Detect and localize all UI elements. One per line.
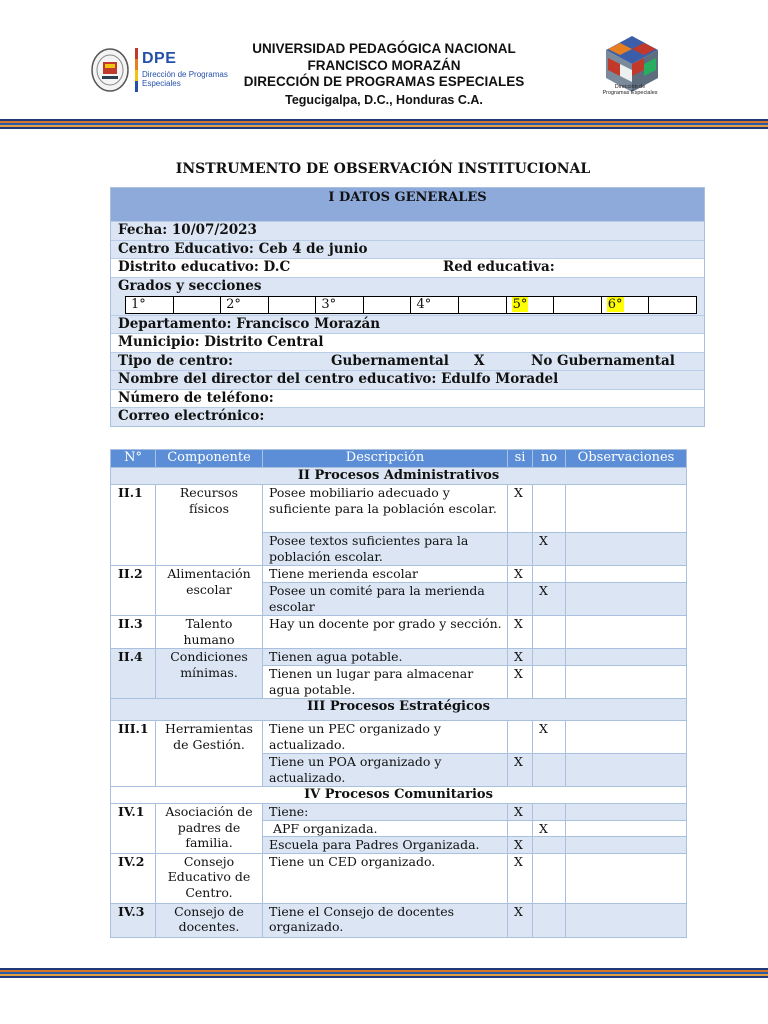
si-cell: X bbox=[508, 804, 533, 821]
tipo-label: Tipo de centro: bbox=[118, 352, 234, 369]
general-data-heading: I DATOS GENERALES bbox=[111, 188, 704, 221]
cube-logo-caption bbox=[588, 84, 672, 96]
letterhead bbox=[0, 0, 768, 118]
no-cell bbox=[533, 837, 566, 854]
col-descripcion: Descripción bbox=[263, 450, 508, 468]
section-cell bbox=[269, 297, 317, 313]
centro-row: Centro Educativo: Ceb 4 de junio bbox=[111, 240, 704, 259]
document-title: INSTRUMENTO DE OBSERVACIÓN INSTITUCIONAL bbox=[175, 161, 591, 177]
row-description: Tiene un CED organizado. bbox=[263, 853, 508, 903]
no-cell: X bbox=[533, 820, 566, 837]
observaciones-cell bbox=[566, 583, 687, 616]
col-si: si bbox=[508, 450, 533, 468]
table-row bbox=[111, 853, 687, 903]
row-number: II.3 bbox=[111, 616, 156, 649]
si-cell: X bbox=[508, 837, 533, 854]
no-cell: X bbox=[533, 583, 566, 616]
grades-grid bbox=[125, 296, 697, 314]
row-number: III.1 bbox=[111, 721, 156, 787]
table-row bbox=[111, 616, 687, 649]
grados-row bbox=[111, 277, 704, 315]
no-cell bbox=[533, 666, 566, 699]
col-num: N° bbox=[111, 450, 156, 468]
col-observaciones: Observaciones bbox=[566, 450, 687, 468]
no-cell bbox=[533, 754, 566, 787]
observaciones-cell bbox=[566, 804, 687, 821]
table-row bbox=[111, 721, 687, 754]
grade-6-highlight: 6° bbox=[607, 296, 623, 312]
row-description: Posee un comité para la merienda escolar bbox=[263, 583, 508, 616]
row-number: IV.3 bbox=[111, 903, 156, 937]
row-component: Consejo de docentes. bbox=[156, 903, 263, 937]
row-description: Escuela para Padres Organizada. bbox=[263, 837, 508, 854]
section-title: IV Procesos Comunitarios bbox=[111, 787, 687, 804]
departamento-row: Departamento: Francisco Morazán bbox=[111, 315, 704, 334]
row-description: Tiene un POA organizado y actualizado. bbox=[263, 754, 508, 787]
no-cell bbox=[533, 853, 566, 903]
no-cell bbox=[533, 804, 566, 821]
si-cell bbox=[508, 820, 533, 837]
observaciones-cell bbox=[566, 837, 687, 854]
section-cell bbox=[459, 297, 507, 313]
observaciones-cell bbox=[566, 721, 687, 754]
row-component: Consejo Educativo de Centro. bbox=[156, 853, 263, 903]
no-cell: X bbox=[533, 533, 566, 566]
grade-cell: 3° bbox=[316, 297, 364, 313]
si-cell: X bbox=[508, 566, 533, 583]
distrito-row bbox=[111, 258, 704, 277]
dpe-color-bar bbox=[135, 48, 138, 92]
row-number: IV.1 bbox=[111, 804, 156, 854]
telefono-row: Número de teléfono: bbox=[111, 389, 704, 408]
fecha-row: Fecha: 10/07/2023 bbox=[111, 221, 704, 240]
si-cell: X bbox=[508, 485, 533, 533]
row-number: II.2 bbox=[111, 566, 156, 616]
cube-caption-2: Programas Especiales bbox=[602, 90, 658, 96]
grados-label: Grados y secciones bbox=[118, 277, 262, 294]
col-componente: Componente bbox=[156, 450, 263, 468]
section-cell bbox=[649, 297, 696, 313]
footer-stripes bbox=[0, 968, 768, 978]
section-title: II Procesos Administrativos bbox=[111, 468, 687, 485]
no-cell bbox=[533, 903, 566, 937]
row-component: Talento humano bbox=[156, 616, 263, 649]
grade-cell: 1° bbox=[126, 297, 174, 313]
si-cell: X bbox=[508, 666, 533, 699]
general-data-table bbox=[110, 187, 705, 427]
row-component: Herramientas de Gestión. bbox=[156, 721, 263, 787]
si-cell bbox=[508, 721, 533, 754]
row-component: Condiciones mínimas. bbox=[156, 649, 263, 699]
heading-line-3: DIRECCIÓN DE PROGRAMAS ESPECIALES bbox=[243, 74, 525, 89]
col-no: no bbox=[533, 450, 566, 468]
row-description: Tiene: bbox=[263, 804, 508, 821]
cube-caption-1: Dirección de bbox=[614, 84, 646, 90]
grade-5-highlight: 5° bbox=[512, 296, 528, 312]
section-cell bbox=[554, 297, 602, 313]
row-description: Hay un docente por grado y sección. bbox=[263, 616, 508, 649]
row-description: Posee mobiliario adecuado y suficiente para la población escolar. bbox=[263, 485, 508, 533]
table-header-row bbox=[111, 450, 687, 468]
table-row bbox=[111, 485, 687, 533]
no-cell bbox=[533, 485, 566, 533]
correo-row: Correo electrónico: bbox=[111, 407, 704, 426]
section-cell bbox=[364, 297, 412, 313]
row-number: II.4 bbox=[111, 649, 156, 699]
no-cell: X bbox=[533, 721, 566, 754]
observaciones-cell bbox=[566, 616, 687, 649]
university-seal-icon bbox=[90, 46, 130, 94]
row-component: Asociación de padres de familia. bbox=[156, 804, 263, 854]
heading-line-2: FRANCISCO MORAZÁN bbox=[307, 57, 461, 73]
row-description: Tienen un lugar para almacenar agua potable. bbox=[263, 666, 508, 699]
section-cell bbox=[174, 297, 222, 313]
grade-cell-highlighted bbox=[507, 297, 555, 313]
observaciones-cell bbox=[566, 649, 687, 666]
observaciones-cell bbox=[566, 853, 687, 903]
row-description: APF organizada. bbox=[263, 820, 508, 837]
row-description: Tiene merienda escolar bbox=[263, 566, 508, 583]
tipo-centro-row bbox=[111, 352, 704, 371]
si-cell bbox=[508, 533, 533, 566]
observaciones-cell bbox=[566, 485, 687, 533]
distrito-label: Distrito educativo: D.C bbox=[118, 259, 291, 275]
tipo-mark: X bbox=[474, 352, 485, 369]
section-row bbox=[111, 468, 687, 485]
row-number: IV.2 bbox=[111, 853, 156, 903]
grade-cell: 4° bbox=[411, 297, 459, 313]
si-cell: X bbox=[508, 616, 533, 649]
no-cell bbox=[533, 566, 566, 583]
tipo-gubernamental: Gubernamental bbox=[331, 352, 449, 369]
row-description: Tienen agua potable. bbox=[263, 649, 508, 666]
si-cell bbox=[508, 583, 533, 616]
observaciones-cell bbox=[566, 533, 687, 566]
red-label: Red educativa: bbox=[443, 259, 555, 275]
heading-line-1: UNIVERSIDAD PEDAGÓGICA NACIONAL bbox=[252, 41, 516, 56]
row-component: Alimentación escolar bbox=[156, 566, 263, 616]
observaciones-cell bbox=[566, 666, 687, 699]
section-row bbox=[111, 699, 687, 721]
si-cell: X bbox=[508, 649, 533, 666]
grade-cell-highlighted bbox=[602, 297, 650, 313]
observaciones-cell bbox=[566, 820, 687, 837]
header-stripes bbox=[0, 119, 768, 129]
dpe-brand: DPE bbox=[142, 50, 177, 67]
si-cell: X bbox=[508, 754, 533, 787]
institution-heading bbox=[200, 41, 568, 108]
row-description: Tiene el Consejo de docentes organizado. bbox=[263, 903, 508, 937]
grade-cell: 2° bbox=[221, 297, 269, 313]
observaciones-cell bbox=[566, 903, 687, 937]
no-cell bbox=[533, 649, 566, 666]
municipio-row: Municipio: Distrito Central bbox=[111, 333, 704, 352]
table-row bbox=[111, 649, 687, 666]
table-row bbox=[111, 566, 687, 583]
si-cell: X bbox=[508, 903, 533, 937]
observaciones-cell bbox=[566, 754, 687, 787]
tipo-no-gubernamental: No Gubernamental bbox=[531, 352, 675, 369]
row-component: Recursos físicos bbox=[156, 485, 263, 566]
table-row bbox=[111, 903, 687, 937]
dpe-subtitle: Dirección de Programas Especiales bbox=[142, 70, 228, 88]
row-number: II.1 bbox=[111, 485, 156, 566]
section-title: III Procesos Estratégicos bbox=[111, 699, 687, 721]
table-row bbox=[111, 804, 687, 821]
heading-city: Tegucigalpa, D.C., Honduras C.A. bbox=[285, 92, 483, 107]
observaciones-cell bbox=[566, 566, 687, 583]
si-cell: X bbox=[508, 853, 533, 903]
row-description: Tiene un PEC organizado y actualizado. bbox=[263, 721, 508, 754]
director-row: Nombre del director del centro educativo: Edulfo Moradel bbox=[111, 370, 704, 389]
no-cell bbox=[533, 616, 566, 649]
section-row bbox=[111, 787, 687, 804]
components-table bbox=[110, 449, 687, 938]
row-description: Posee textos suficientes para la población escolar. bbox=[263, 533, 508, 566]
